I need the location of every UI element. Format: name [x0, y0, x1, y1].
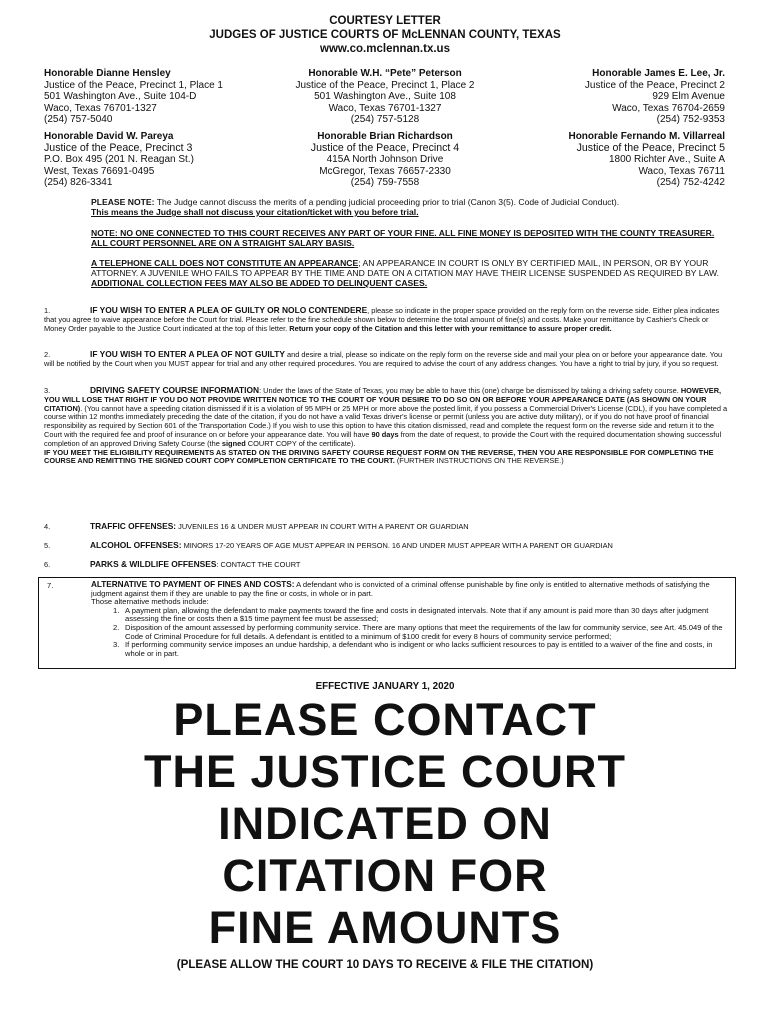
judge-name: Honorable W.H. “Pete” Peterson [308, 68, 462, 79]
item-number: 1. [44, 306, 51, 315]
judge-precinct: Justice of the Peace, Precinct 3 [44, 141, 193, 154]
judge-phone: (254) 757-5040 [44, 114, 113, 125]
big-notice-line: FINE AMOUNTS [208, 902, 562, 953]
item-heading: IF YOU WISH TO ENTER A PLEA OF GUILTY OR NOLO CONTENDERE [90, 305, 368, 315]
letter-title: COURTESY LETTER [329, 15, 441, 27]
fine-money-note: NOTE: NO ONE CONNECTED TO THIS COURT RECEIVES ANY PART OF YOUR FINE. ALL FINE MONEY IS DEPOSITED WITH THE COUNTY TREASURER. ALL COURT PERSONNEL ARE ON A STRAIGHT SALARY BASIS. [91, 228, 715, 248]
item-warning: HOWEVER, YOU WILL LOSE THAT RIGHT IF YOU DO NOT PROVIDE WRITTEN NOTICE TO THE COURT OF YOUR DESIRE TO DO SO ON OR BEFORE YOUR APPEARANCE DATE (AS SHOWN ON YOUR CITATION) [44, 386, 722, 413]
item-traffic-offenses [44, 522, 730, 532]
judge-block [475, 131, 725, 189]
item-text: MINORS 17-20 YEARS OF AGE MUST APPEAR IN PERSON. 16 AND UNDER MUST APPEAR WITH A PARENT OR GUARDIAN [181, 541, 613, 550]
big-notice-line: INDICATED ON [218, 798, 552, 849]
item-emphasis: Return your copy of the Citation and this letter with your remittance to assure proper credit. [289, 323, 612, 333]
judge-address: P.O. Box 495 (201 N. Reagan St.) [44, 154, 194, 165]
note-label: PLEASE NOTE: [91, 197, 155, 207]
item-number: 2. [44, 350, 51, 359]
method-text: A payment plan, allowing the defendant to make payments toward the fine and costs in designated intervals. Note that if any amount is paid more than 30 days after judgment assessing the fine or costs then a $15 time payment fee must be assessed; [125, 605, 709, 624]
judge-phone: (254) 752-4242 [656, 177, 725, 188]
big-notice-line: PLEASE CONTACT [173, 694, 597, 745]
judge-block [260, 131, 510, 189]
method-item [91, 641, 731, 658]
method-item [91, 624, 731, 641]
judge-name: Honorable Brian Richardson [317, 131, 453, 142]
judge-phone: (254) 759-7558 [350, 177, 420, 188]
item-text: : Under the laws of the State of Texas, you may be able to have this (one) charge be dismissed by taking a driving safety course. [259, 386, 681, 395]
methods-intro: Those alternative methods include: [91, 597, 209, 607]
judge-precinct: Justice of the Peace, Precinct 1, Place 1 [44, 79, 223, 91]
item-number: 4. [44, 522, 51, 531]
judge-name: Honorable Fernando M. Villarreal [568, 131, 725, 142]
item-number: 5. [44, 541, 51, 550]
item-signed: signed [221, 438, 246, 448]
big-notice-line: CITATION FOR [222, 850, 548, 901]
item-alcohol-offenses [44, 541, 730, 551]
judge-precinct: Justice of the Peace, Precinct 5 [576, 141, 725, 154]
judge-phone: (254) 752-9353 [656, 114, 725, 125]
item-heading: TRAFFIC OFFENSES: [90, 521, 177, 531]
method-number: 1. [113, 605, 120, 615]
item-text: : CONTACT THE COURT [216, 560, 301, 569]
item-parks-wildlife [44, 560, 730, 570]
item-text: , please so indicate in the proper space provided on the reply form on the reverse side. Either plea indicates that you agree to waive appearance before the Court for trial. Please refer to the fine schedule shown below to determine the total amount of fine(s) and costs. Make your remittance by Cashier's Check or Money Order payable to the Justice Court indicated at the top of this letter. [44, 306, 720, 333]
judge-address: 501 Washington Ave., Suite 104-D [44, 91, 197, 102]
item-further: (FURTHER INSTRUCTIONS ON THE REVERSE.) [394, 456, 564, 466]
judge-precinct: Justice of the Peace, Precinct 2 [584, 79, 725, 91]
judge-address: 1800 Richter Ave., Suite A [608, 154, 725, 165]
judge-city: Waco, Texas 76711 [638, 165, 725, 177]
big-notice-line: THE JUSTICE COURT [143, 746, 627, 797]
judge-phone: (254) 757-5128 [350, 114, 420, 125]
judge-block [44, 68, 294, 126]
item-number: 7. [47, 581, 54, 590]
judge-precinct: Justice of the Peace, Precinct 4 [310, 141, 460, 154]
website-link[interactable]: www.co.mclennan.tx.us [320, 43, 450, 55]
please-note [91, 197, 731, 217]
item-text: and desire a trial, please so indicate on the reply form on the reverse side and mail your plea on or before your appearance date. You will be notified by the Court when you MUST appear for trial and any other required procedures. You are required to advise the court of any address changes. You have a right to trial by jury, if you so request. [44, 350, 723, 368]
judge-block [44, 131, 294, 189]
judge-city: West, Texas 76691-0495 [44, 165, 155, 177]
judge-city: Waco, Texas 76701-1327 [44, 102, 157, 114]
letter-subtitle: JUDGES OF JUSTICE COURTS OF McLENNAN COUNTY, TEXAS [209, 29, 561, 41]
item-driving-safety [44, 386, 730, 466]
item-text: JUVENILES 16 & UNDER MUST APPEAR IN COURT WITH A PARENT OR GUARDIAN [176, 522, 469, 531]
judge-name: Honorable James E. Lee, Jr. [592, 68, 725, 79]
judge-name: Honorable Dianne Hensley [44, 68, 171, 79]
item-text-4: COURT COPY of the certificate). [245, 438, 356, 448]
note-text: The Judge cannot discuss the merits of a pending judicial proceeding prior to trial (Canon 3(5). Code of Judicial Conduct). [154, 197, 620, 207]
appearance-lead: A TELEPHONE CALL DOES NOT CONSTITUTE AN APPEARANCE [91, 258, 359, 268]
method-item [91, 607, 731, 624]
item-guilty-plea [44, 306, 730, 333]
item-heading: ALTERNATIVE TO PAYMENT OF FINES AND COSTS: [91, 580, 295, 589]
judge-address: 415A North Johnson Drive [326, 154, 444, 165]
judge-precinct: Justice of the Peace, Precinct 1, Place 2 [295, 79, 475, 91]
item-text: A defendant who is convicted of a criminal offense punishable by fine only is entitled to alternative methods of satisfying the judgment against them if they are unable to pay the fine or costs, in whole or in part. [91, 580, 710, 598]
judge-phone: (254) 826-3341 [44, 177, 113, 188]
alternative-payment-body [91, 581, 731, 658]
collection-fees: ADDITIONAL COLLECTION FEES MAY ALSO BE ADDED TO DELINQUENT CASES. [91, 278, 428, 288]
method-number: 3. [113, 640, 120, 650]
judge-block [475, 68, 725, 126]
judge-city: Waco, Texas 76704-2659 [612, 102, 725, 114]
item-text-3: from the date of request, to provide the Court with the required documentation showing successful completion of an approved Driving Safety Course (the [44, 429, 722, 448]
appearance-note [91, 258, 731, 288]
judge-city: Waco, Texas 76701-1327 [328, 102, 442, 114]
item-eligibility: IF YOU MEET THE ELIGIBILITY REQUIREMENTS AS STATED ON THE DRIVING SAFETY COURSE REQUEST FORM ON THE REVERSE, THEN YOU ARE RESPONSIBLE FOR COMPLETING THE COURSE AND REMITTING THE SIGNED COURT COPY COMPLETION CERTIFICATE TO THE COURT. [44, 447, 714, 466]
judge-address: 501 Washington Ave., Suite 108 [314, 91, 456, 102]
method-number: 2. [113, 622, 120, 632]
item-number: 3. [44, 386, 51, 395]
judge-name: Honorable David W. Pareya [44, 131, 174, 142]
item-heading: ALCOHOL OFFENSES: [90, 540, 182, 550]
item-heading: IF YOU WISH TO ENTER A PLEA OF NOT GUILTY [90, 349, 285, 359]
allow-days-note: (PLEASE ALLOW THE COURT 10 DAYS TO RECEIVE & FILE THE CITATION) [176, 958, 594, 971]
item-heading: PARKS & WILDLIFE OFFENSES [90, 559, 217, 569]
judge-address: 929 Elm Avenue [652, 91, 725, 102]
item-text-2: . (You cannot have a speeding citation dismissed if it is a violation of 95 MPH or 25 MPH or more above the posted limit, if you possess a Commercial Driver's License (CDL), if you have completed a course within 12 months immediately preceding the date of the citation, if you do not have a valid Texas driver's license or permit (unless you are active duty military), or if you do not have proof of financial responsibility as required by Section 601 of the Transportation Code.) If you wish to use this option to have this citation dismissed, read and complete the request form on the reverse side and return it to the Court with the required fee and proof of insurance on or before your appearance date. You will have [44, 403, 728, 439]
note-emphasis: This means the Judge shall not discuss your citation/ticket with you before trial. [91, 207, 419, 217]
effective-date: EFFECTIVE JANUARY 1, 2020 [315, 681, 455, 692]
item-heading: DRIVING SAFETY COURSE INFORMATION [90, 385, 260, 395]
judge-city: McGregor, Texas 76657-2330 [319, 165, 451, 177]
item-number: 6. [44, 560, 51, 569]
judge-block [260, 68, 510, 126]
alternative-payment-box [38, 577, 736, 669]
item-days: 90 days [371, 429, 399, 439]
item-not-guilty-plea [44, 350, 730, 369]
method-text: If performing community service imposes an undue hardship, a defendant who is indigent or who lacks sufficient resources to pay is entitled to a waiver of the fine and costs, in whole or in part. [125, 640, 713, 658]
appearance-text: ; AN APPEARANCE IN COURT IS ONLY BY CERTIFIED MAIL, IN PERSON, OR BY YOUR ATTORNEY. A JUVENILE WHO FAILS TO APPEAR BY THE TIME AND DATE ON A CITATION MAY HAVE THEIR LICENSE SUSPENDED AS REQUIRED BY LAW. [91, 258, 719, 278]
method-text: Disposition of the amount assessed by performing community service. There are many options that meet the requirements of the law for community service, see Art. 45.049 of the Code of Criminal Procedure for full details. A defendant is entitled to a minimum of $100 credit for every 8 hours of community service performed; [125, 622, 723, 641]
